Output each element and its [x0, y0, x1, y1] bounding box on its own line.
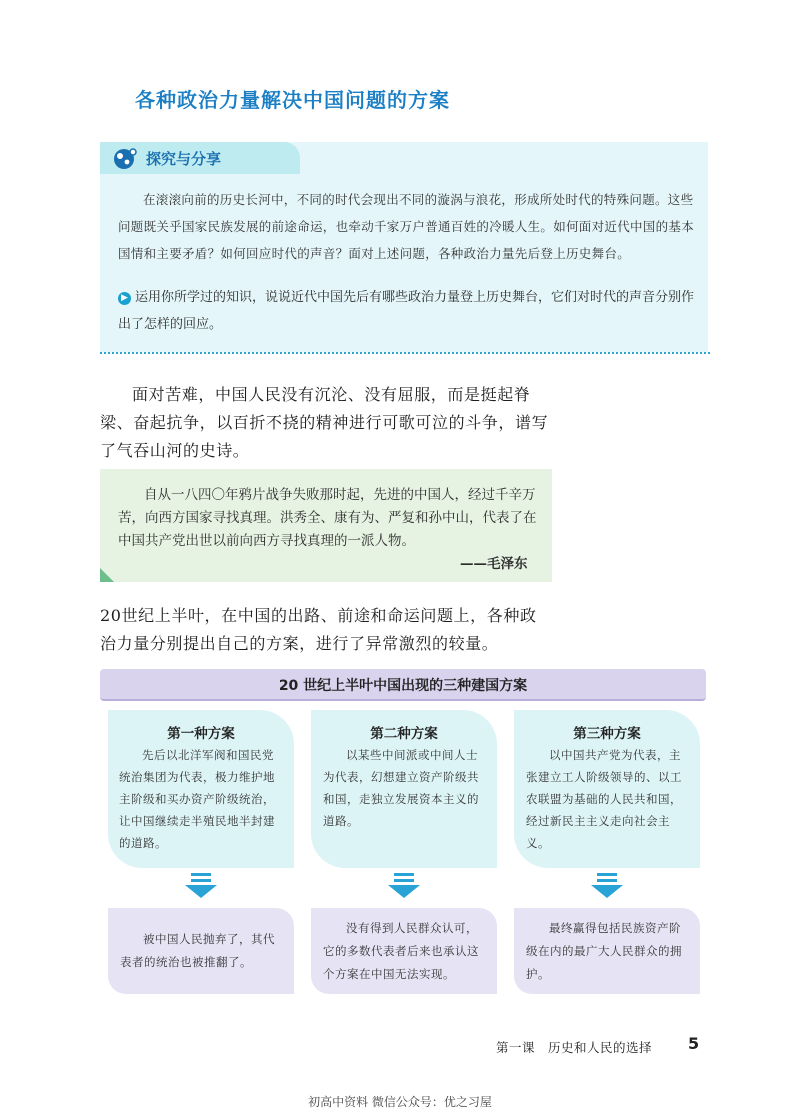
scheme-result-3-text: 最终赢得包括民族资产阶级在内的最广大人民群众的拥护。 [526, 921, 682, 981]
scheme-card-3-title: 第三种方案 [573, 726, 641, 742]
scheme-result-2-text: 没有得到人民群众认可，它的多数代表者后来也承认这个方案在中国无法实现。 [323, 921, 479, 981]
down-arrow-icon [384, 873, 424, 899]
schemes-title: 20 世纪上半叶中国出现的三种建国方案 [278, 678, 528, 694]
quote-text: 自从一八四〇年鸦片战争失败那时起，先进的中国人，经过千辛万苦，向西方国家寻找真理。洪秀全、康有为、严复和孙中山，代表了在中国共产党出世以前向西方寻找真理的一派人物。 [118, 487, 537, 549]
explore-label: 探究与分享 [146, 150, 222, 168]
arrow-right-icon: ▶ [118, 292, 131, 305]
scheme-card-2-text: 以某些中间派或中间人士为代表，幻想建立资产阶级共和国，走独立发展资本主义的道路。 [323, 748, 479, 828]
scheme-card-1-text: 先后以北洋军阀和国民党统治集团为代表，极力维护地主阶级和买办资产阶级统治，让中国继续走半殖民地半封建的道路。 [119, 748, 275, 850]
quote-corner-decoration [100, 568, 114, 582]
down-arrow-icon [587, 873, 627, 899]
scheme-card-3-text: 以中国共产党为代表，主张建立工人阶级领导的、以工农联盟为基础的人民共和国，经过新民主主义走向社会主义。 [526, 748, 682, 850]
body-paragraph-1: 面对苦难，中国人民没有沉沦、没有屈服，而是挺起脊梁、奋起抗争，以百折不挠的精神进行可歌可泣的斗争，谱写了气吞山河的史诗。 [100, 385, 549, 460]
explore-prompt [118, 284, 694, 338]
down-arrow-icon [181, 873, 221, 899]
explore-prompt-text: 运用你所学过的知识，说说近代中国先后有哪些政治力量登上历史舞台，它们对时代的声音分别作出了怎样的回应。 [118, 290, 695, 332]
body-paragraph-2: 20世纪上半叶，在中国的出路、前途和命运问题上，各种政治力量分别提出自己的方案，进行了异常激烈的较量。 [100, 606, 537, 653]
watermark-text: 初高中资料 微信公众号：优之习屋 [308, 1095, 492, 1109]
footer-lesson-title: 第一课 历史和人民的选择 [496, 1040, 653, 1055]
page-number: 5 [688, 1034, 700, 1053]
dotted-divider [100, 352, 710, 354]
scheme-card-1-title: 第一种方案 [167, 726, 235, 742]
scheme-result-1-text: 被中国人民抛弃了，其代表者的统治也被推翻了。 [120, 932, 275, 969]
section-title: 各种政治力量解决中国问题的方案 [135, 88, 450, 112]
quote-author: ——毛泽东 [460, 556, 528, 572]
explore-paragraph: 在滚滚向前的历史长河中，不同的时代会现出不同的漩涡与浪花，形成所处时代的特殊问题。这些问题既关乎国家民族发展的前途命运，也牵动千家万户普通百姓的冷暖人生。如何面对近代中国的基本国情和主要矛盾？如何回应时代的声音？面对上述问题，各种政治力量先后登上历史舞台。 [118, 192, 695, 261]
explore-globe-icon [112, 146, 138, 170]
scheme-card-2-title: 第二种方案 [370, 726, 438, 742]
